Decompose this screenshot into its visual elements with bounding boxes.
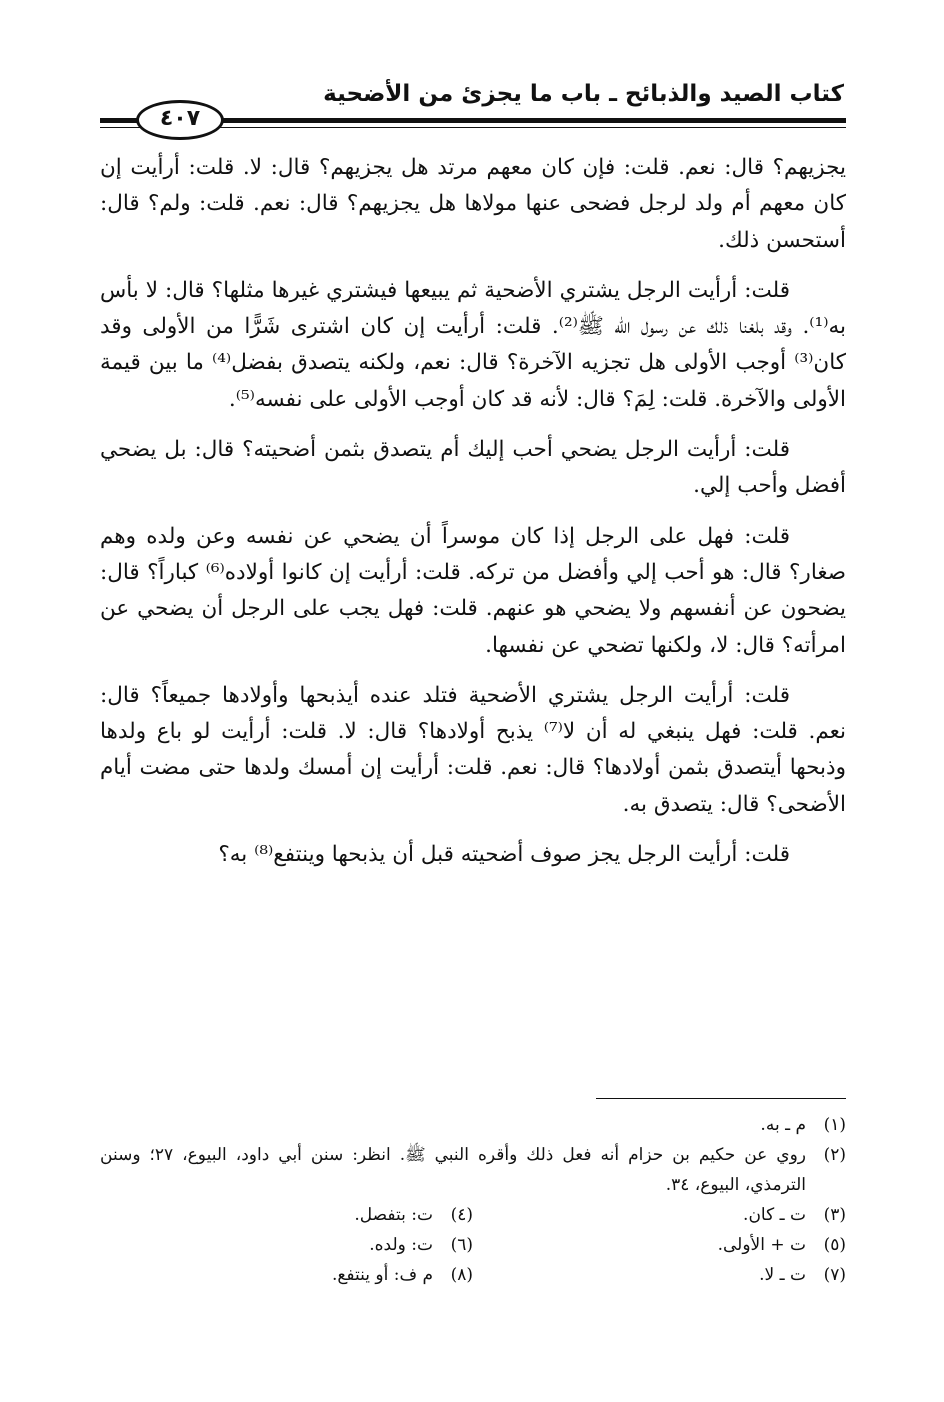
footnote-number: (١): [823, 1115, 846, 1135]
footnote-text: ت: بتفصل.: [354, 1205, 433, 1225]
paragraph: يجزيهم؟ قال: نعم. قلت: فإن كان معهم مرتد هل يجزيهم؟ قال: لا. قلت: أرأيت إن كان معهم أم ولد لرجل فضحى عنها مولاها هل يجزيهم؟ قال: نعم. قلت: ولم؟ قال: أستحسن ذلك.: [100, 155, 846, 253]
running-header-title: كتاب الصيد والذبائح ـ باب ما يجزئ من الأضحية: [323, 81, 844, 107]
footnote: [473, 1260, 846, 1290]
page-number: ٤٠٧: [136, 100, 224, 140]
footnote-separator: [596, 1098, 846, 1099]
footnote: [100, 1200, 473, 1230]
footnote-row: [100, 1230, 846, 1260]
paragraph: قلت: أرأيت الرجل يضحي أحب إليك أم يتصدق بثمن أضحيته؟ قال: بل يضحي أفضل وأحب إلي.: [100, 437, 846, 499]
footnote-number: (٧): [823, 1265, 846, 1285]
paragraph: قلت: أرأيت الرجل يشتري الأضحية فتلد عنده أيذبحها وأولادها جميعاً؟ قال: نعم. قلت: فهل ينبغي له أن لا⁽⁷⁾ يذبح أولادها؟ قال: لا. قلت: أرأيت لو باع ولدها وذبحها أيتصدق بثمن أولادها؟ قال: نعم. قلت: أرأيت إن أمسك ولدها حتى مضت أيام الأضحى؟ قال: يتصدق به.: [100, 682, 846, 817]
footnote-number: (٤): [450, 1205, 473, 1225]
footnote-text: م ـ به.: [760, 1115, 806, 1135]
footnote: [100, 1140, 846, 1200]
main-text: [100, 150, 846, 887]
footnote: [100, 1230, 473, 1260]
footnote: [100, 1260, 473, 1290]
paragraph: قلت: فهل على الرجل إذا كان موسراً أن يضحي عن نفسه وعن ولده وهم صغار؟ قال: هو أحب إلي وأفضل من تركه. قلت: أرأيت إن كانوا أولاده⁽⁶⁾ كباراً؟ قال: يضحون عن أنفسهم ولا يضحي هو عنهم. قلت: فهل يجب على الرجل أن يضحي عن امرأته؟ قال: لا، ولكنها تضحي عن نفسها.: [100, 523, 846, 658]
footnotes: [100, 1110, 846, 1290]
footnote-number: (٢): [823, 1145, 846, 1165]
footnote-number: (٨): [450, 1265, 473, 1285]
footnote: [100, 1110, 846, 1140]
footnote-text: ت ـ كان.: [743, 1205, 806, 1225]
footnote-text: روي عن حكيم بن حزام أنه فعل ذلك وأقره النبي ﷺ. انظر: سنن أبي داود، البيوع، ٢٧؛ وسنن الترمذي، البيوع، ٣٤.: [100, 1145, 806, 1195]
footnote-number: (٥): [823, 1235, 846, 1255]
footnote-text: ت: ولده.: [369, 1235, 433, 1255]
footnote: [473, 1230, 846, 1260]
footnote-text: ت + الأولى.: [717, 1235, 806, 1255]
footnote-number: (٦): [450, 1235, 473, 1255]
footnote-text: ت ـ لا.: [759, 1265, 806, 1285]
footnote-text: م ف: أو ينتفع.: [331, 1265, 433, 1285]
footnote-row: [100, 1260, 846, 1290]
footnote: [473, 1200, 846, 1230]
footnote-row: [100, 1200, 846, 1230]
paragraph: قلت: أرأيت الرجل يجز صوف أضحيته قبل أن يذبحها وينتفع⁽⁸⁾ به؟: [218, 842, 790, 868]
footnote-number: (٣): [823, 1205, 846, 1225]
paragraph: قلت: أرأيت الرجل يشتري الأضحية ثم يبيعها فيشتري غيرها مثلها؟ قال: لا بأس به⁽¹⁾. وقد بلغنا ذلك عن رسول الله ﷺ⁽²⁾. قلت: أرأيت إن كان اشترى شَرًّا من الأولى وقد كان⁽³⁾ أوجب الأولى هل تجزيه الآخرة؟ قال: نعم، ولكنه يتصدق بفضل⁽⁴⁾ ما بين قيمة الأولى والآخرة. قلت: لِمَ؟ قال: لأنه قد كان أوجب الأولى على نفسه⁽⁵⁾.: [100, 277, 847, 412]
